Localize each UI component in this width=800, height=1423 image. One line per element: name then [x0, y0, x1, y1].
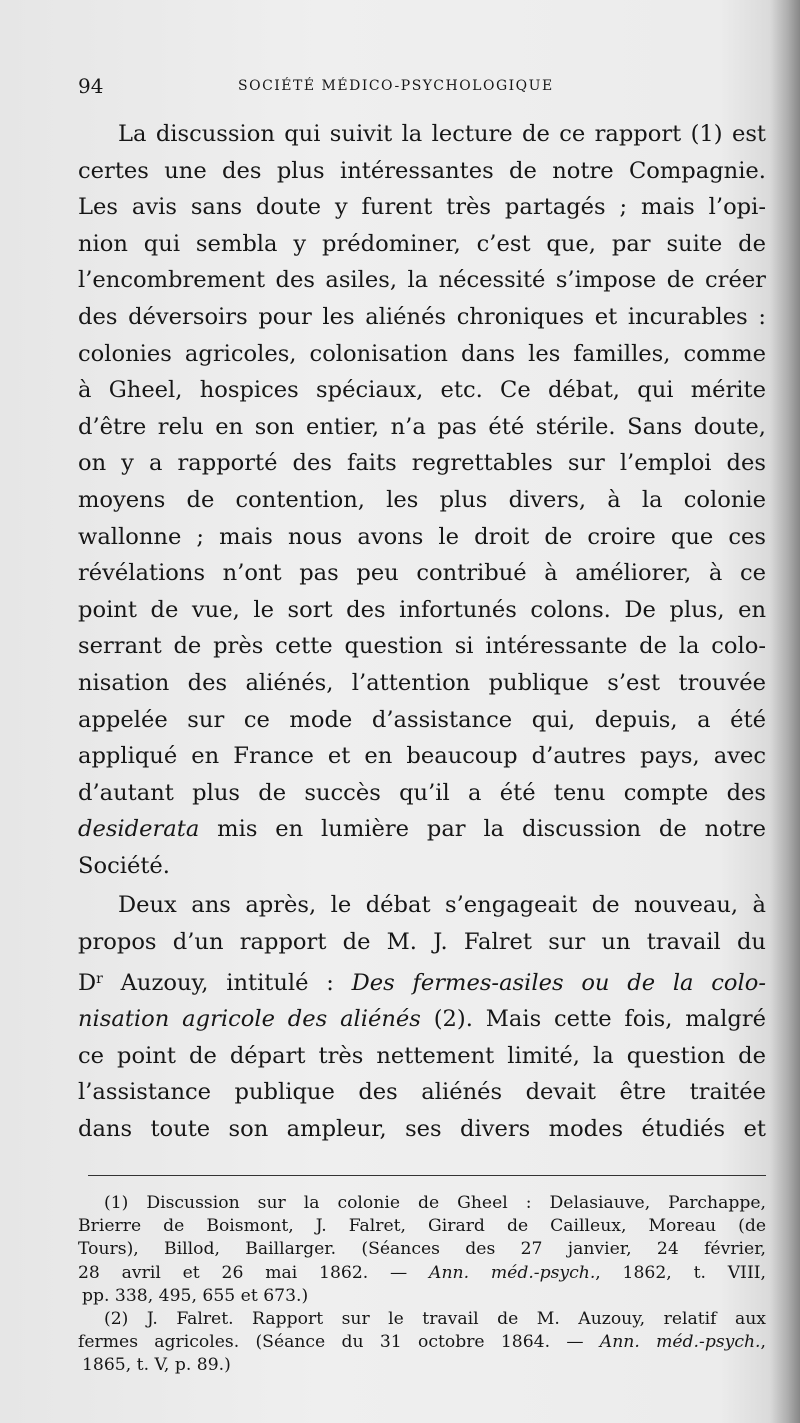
text-line — [78, 1001, 766, 1038]
text-line: à Gheel, hospices spéciaux, etc. Ce débat, qui mérite — [78, 377, 766, 404]
journal-title: Ann. méd.-psych. — [429, 1262, 596, 1283]
footnote-line — [78, 1262, 766, 1285]
text-segment: est — [722, 121, 766, 147]
text-line: l’assistance publique des aliénés devait être traitée — [78, 1079, 766, 1106]
text-line: dans toute son ampleur, ses divers modes étudiés et — [78, 1116, 766, 1143]
text-line: nion qui sembla y prédominer, c’est que, par suite de — [78, 230, 766, 257]
page-header — [78, 74, 768, 104]
footnote-line: Tours), Billod, Baillarger. (Séances des 27 janvier, 24 février, — [78, 1239, 766, 1260]
text-segment: La discussion qui suivit la lecture de ce rapport — [118, 121, 691, 147]
italic-title: Des fermes-asiles ou de la colo- — [351, 969, 766, 996]
text-line: on y a rapporté des faits regrettables sur l’emploi des — [78, 450, 766, 477]
text-line: appelée sur ce mode d’assistance qui, depuis, a été — [78, 706, 766, 733]
text-line: point de vue, le sort des infortunés colons. De plus, en — [78, 596, 766, 623]
footnote-line: Brierre de Boismont, J. Falret, Girard de Cailleux, Moreau (de — [78, 1216, 766, 1237]
text-line: moyens de contention, les plus divers, à la colonie — [78, 486, 766, 513]
text-line: propos d’un rapport de M. J. Falret sur un travail du — [78, 929, 766, 956]
text-segment: mis en lumière par la discussion de notre — [199, 816, 766, 843]
text-line: d’être relu en son entier, n’a pas été stérile. Sans doute, — [78, 413, 766, 440]
text-segment: fermes agricoles. (Séance du 31 octobre 1864. — — [78, 1332, 600, 1353]
text-line: Les avis sans doute y furent très partagés ; mais l’opi- — [78, 194, 766, 221]
page-spine-shadow — [770, 0, 800, 1423]
text-segment: D — [78, 969, 97, 996]
footnote-line: (2) J. Falret. Rapport sur le travail de M. Auzouy, relatif aux — [104, 1309, 766, 1330]
journal-title: Ann. méd.-psych. — [599, 1332, 761, 1353]
text-line — [78, 811, 766, 848]
footnote-rule — [88, 1175, 766, 1176]
footnotes — [78, 1192, 766, 1378]
page-number: 94 — [78, 74, 104, 98]
footnote-line: 1865, t. V, p. 89.) — [82, 1355, 231, 1376]
text-line — [78, 116, 766, 153]
text-segment: 28 avril et 26 mai 1862. — — [78, 1262, 430, 1283]
italic-title: nisation agricole des aliénés — [78, 1006, 421, 1033]
text-line: colonies agricoles, colonisation dans les familles, comme — [78, 340, 766, 367]
italic-term: desiderata — [78, 816, 200, 843]
text-segment: , — [760, 1332, 766, 1353]
text-line: Société. — [78, 852, 170, 879]
text-line: révélations n’ont pas peu contribué à améliorer, à ce — [78, 560, 766, 587]
text-segment: (2). Mais cette fois, malgré — [420, 1006, 766, 1033]
text-line: ce point de départ très nettement limité, la question de — [78, 1042, 766, 1069]
footnote-line: (1) Discussion sur la colonie de Gheel : Delasiauve, Parchappe, — [104, 1193, 766, 1213]
text-line: l’encombrement des asiles, la nécessité s’impose de créer — [78, 267, 766, 294]
footnote-line — [78, 1331, 766, 1354]
text-line: d’autant plus de succès qu’il a été tenu compte des — [78, 779, 766, 806]
text-line — [78, 961, 766, 1002]
text-line: serrant de près cette question si intéressante de la colo- — [78, 633, 766, 660]
text-segment: , 1862, t. VIII, — [595, 1262, 766, 1283]
superscript: r — [96, 970, 103, 987]
footnote-ref-1: (1) — [690, 121, 723, 147]
text-line: des déversoirs pour les aliénés chroniques et incurables : — [78, 303, 766, 330]
text-line: nisation des aliénés, l’attention publique s’est trouvée — [78, 669, 766, 696]
main-text — [78, 116, 766, 1148]
running-title: SOCIÉTÉ MÉDICO-PSYCHOLOGIQUE — [238, 78, 554, 94]
text-line: certes une des plus intéressantes de notre Compagnie. — [78, 157, 766, 184]
text-segment: Auzouy, intitulé : — [102, 969, 352, 996]
footnote-line: pp. 338, 495, 655 et 673.) — [82, 1285, 309, 1306]
text-line: appliqué en France et en beaucoup d’autres pays, avec — [78, 743, 766, 770]
text-line: Deux ans après, le débat s’engageait de nouveau, à — [118, 892, 766, 919]
text-line: wallonne ; mais nous avons le droit de croire que ces — [78, 523, 766, 550]
